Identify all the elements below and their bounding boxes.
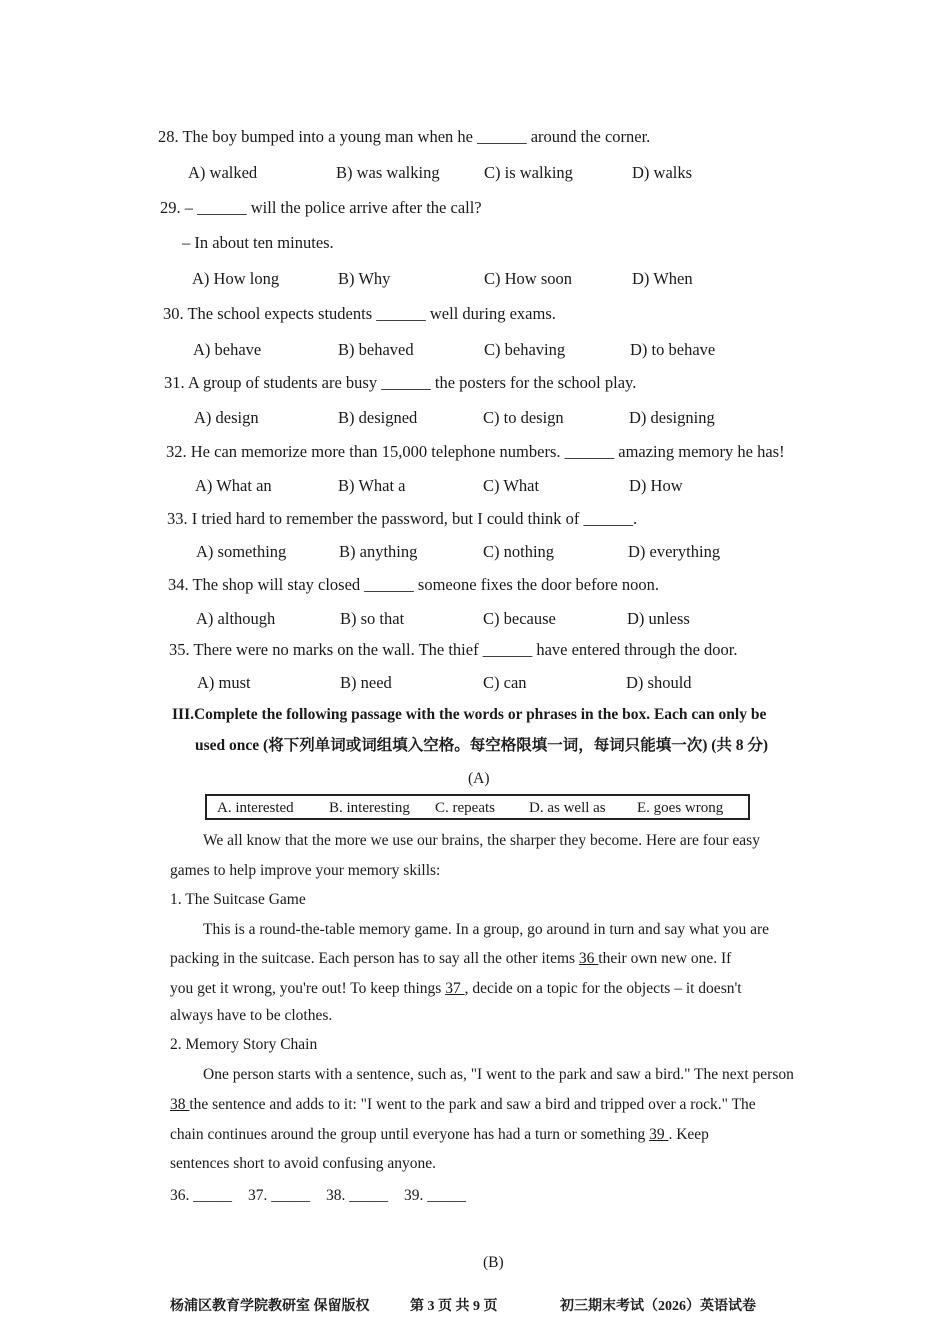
word-option-e: E. goes wrong (637, 800, 724, 816)
game-2-title: 2. Memory Story Chain (170, 1036, 318, 1053)
q32-option-d: D) How (629, 476, 683, 495)
footer-exam-title: 初三期末考试（2026）英语试卷 (560, 1299, 756, 1314)
footer-copyright: 杨浦区教育学院教研室 保留版权 (170, 1299, 370, 1314)
game-1-line-4: always have to be clothes. (170, 1007, 333, 1024)
intro-line-2: games to help improve your memory skills: (170, 862, 441, 879)
question-29-stem: 29. – ______ will the police arrive after the call? (160, 198, 482, 217)
q34-option-a: A) although (196, 609, 276, 628)
q35-option-c: C) can (483, 673, 527, 692)
question-28-stem: 28. The boy bumped into a young man when he ______ around the corner. (158, 127, 651, 146)
section-3-instructions-line1: III.Complete the following passage with the words or phrases in the box. Each can only be (172, 706, 767, 723)
q30-option-a: A) behave (193, 340, 262, 359)
q33-option-d: D) everything (628, 542, 721, 561)
g1l3-text-b: , decide on a topic for the objects – it doesn't (464, 980, 742, 997)
q29-option-b: B) Why (338, 269, 391, 288)
q30-option-d: D) to behave (630, 340, 716, 359)
blank-36: 36 (578, 950, 599, 967)
word-option-d: D. as well as (529, 800, 606, 816)
part-b-label: (B) (483, 1254, 504, 1271)
question-34-stem: 34. The shop will stay closed ______ someone fixes the door before noon. (168, 575, 659, 594)
q32-option-c: C) What (483, 476, 540, 495)
q33-option-b: B) anything (339, 542, 418, 561)
q33-option-c: C) nothing (483, 542, 555, 561)
question-32-stem: 32. He can memorize more than 15,000 telephone numbers. ______ amazing memory he has! (166, 442, 785, 461)
q34-option-d: D) unless (627, 609, 690, 628)
q28-option-d: D) walks (632, 163, 693, 182)
question-35-stem: 35. There were no marks on the wall. The thief ______ have entered through the door. (169, 640, 738, 659)
game-2-line-1: One person starts with a sentence, such as, "I went to the park and saw a bird." The next person (203, 1066, 794, 1083)
g1l3-text-a: you get it wrong, you're out! To keep things (170, 980, 446, 997)
blank-37: 37 (445, 980, 465, 997)
word-option-a: A. interested (217, 800, 294, 816)
blank-39: 39 (649, 1126, 669, 1143)
game-1-line-2 (170, 950, 731, 967)
word-option-c: C. repeats (435, 800, 495, 816)
answer-38: 38. _____ (326, 1187, 388, 1204)
blank-38: 38 (170, 1096, 190, 1113)
q29-option-c: C) How soon (484, 269, 573, 288)
question-29-reply: – In about ten minutes. (182, 233, 334, 252)
part-a-label: (A) (468, 770, 490, 787)
g1l2-text-a: packing in the suitcase. Each person has to say all the other items (170, 950, 579, 967)
q34-option-c: C) because (483, 609, 556, 628)
answer-37: 37. _____ (248, 1187, 310, 1204)
q31-option-b: B) designed (338, 408, 418, 427)
answer-39: 39. _____ (404, 1187, 466, 1204)
q35-option-a: A) must (197, 673, 251, 692)
game-2-line-4: sentences short to avoid confusing anyone. (170, 1155, 437, 1172)
q28-option-a: A) walked (188, 163, 258, 182)
game-1-line-1: This is a round-the-table memory game. In a group, go around in turn and say what you are (203, 921, 770, 938)
q29-option-a: A) How long (192, 269, 280, 288)
q31-option-d: D) designing (629, 408, 715, 427)
question-30-stem: 30. The school expects students ______ well during exams. (163, 304, 556, 323)
q30-option-b: B) behaved (338, 340, 414, 359)
game-1-line-3 (170, 980, 742, 997)
g2l2-text-b: the sentence and adds to it: "I went to the park and saw a bird and tripped over a rock." The (189, 1096, 756, 1113)
game-1-title: 1. The Suitcase Game (170, 891, 306, 908)
q29-option-d: D) When (632, 269, 693, 288)
game-2-line-2 (170, 1096, 756, 1113)
question-33-stem: 33. I tried hard to remember the password, but I could think of ______. (167, 509, 638, 528)
q30-option-c: C) behaving (484, 340, 566, 359)
q33-option-a: A) something (196, 542, 287, 561)
q31-option-c: C) to design (483, 408, 564, 427)
q32-option-a: A) What an (195, 476, 272, 495)
q35-option-b: B) need (340, 673, 392, 692)
q32-option-b: B) What a (338, 476, 406, 495)
section-3-instructions-line2: used once (将下列单词或词组填入空格。每空格限填一词，每词只能填一次) (共 8 分) (195, 737, 769, 754)
answer-36: 36. _____ (170, 1187, 232, 1204)
q28-option-c: C) is walking (484, 163, 573, 182)
word-box (205, 794, 750, 820)
g2l3-text-b: . Keep (668, 1126, 709, 1143)
footer-page-number: 第 3 页 共 9 页 (410, 1299, 498, 1314)
intro-line-1: We all know that the more we use our brains, the sharper they become. Here are four easy (203, 832, 760, 849)
q31-option-a: A) design (194, 408, 259, 427)
q34-option-b: B) so that (340, 609, 405, 628)
g2l3-text-a: chain continues around the group until everyone has had a turn or something (170, 1126, 650, 1143)
q28-option-b: B) was walking (336, 163, 440, 182)
word-option-b: B. interesting (329, 800, 410, 816)
g1l2-text-b: their own new one. If (598, 950, 732, 967)
question-31-stem: 31. A group of students are busy ______ the posters for the school play. (164, 373, 637, 392)
game-2-line-3 (170, 1126, 709, 1143)
q35-option-d: D) should (626, 673, 692, 692)
